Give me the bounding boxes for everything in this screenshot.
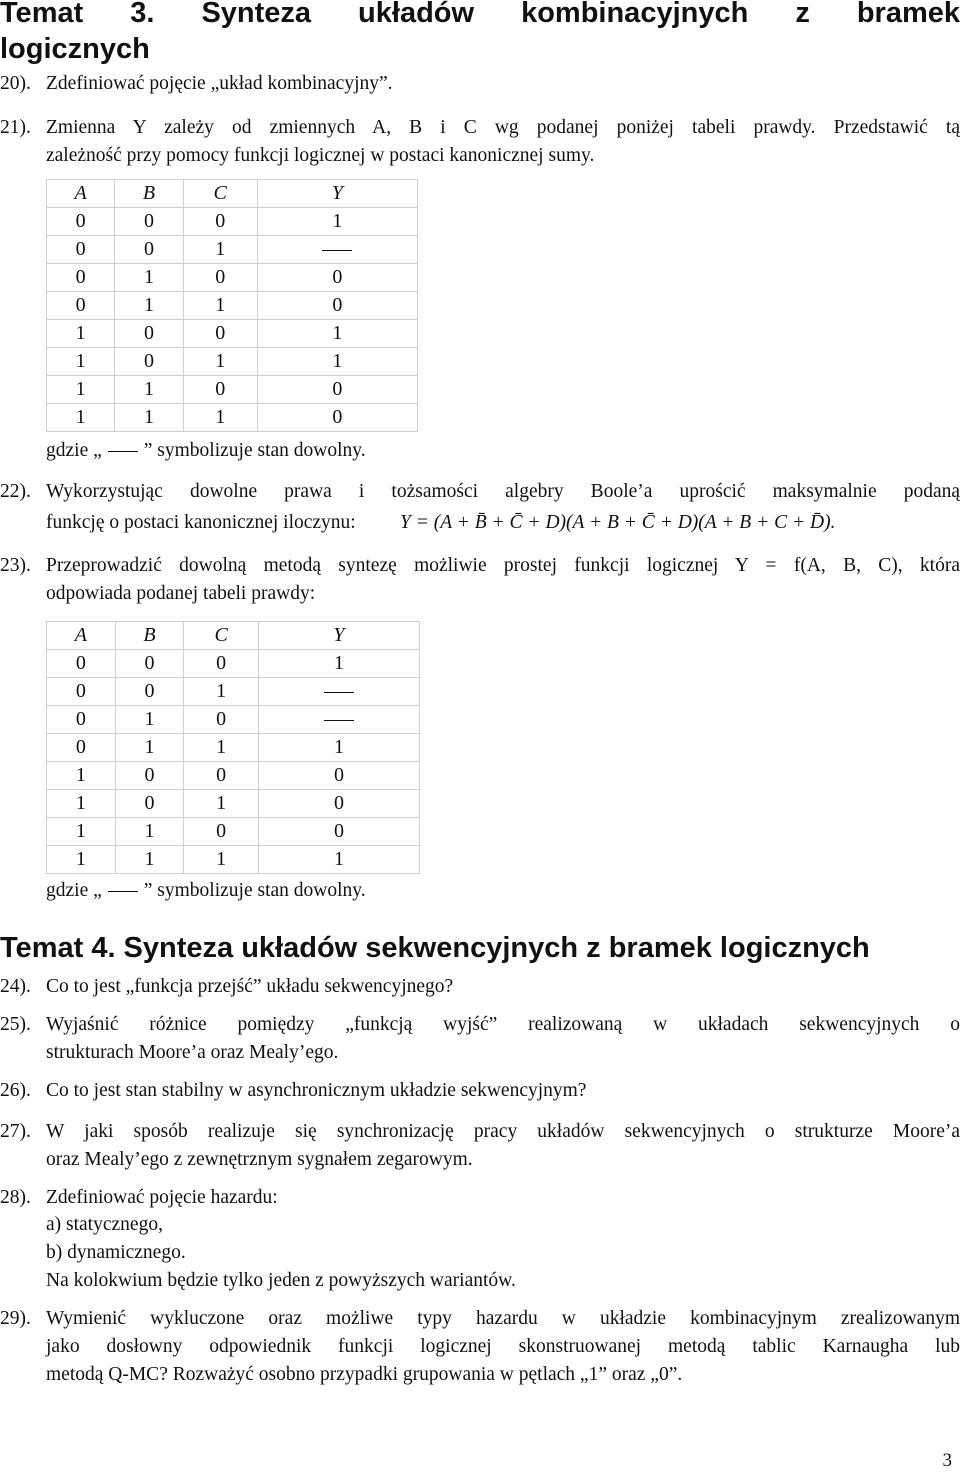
table-row [47, 348, 418, 376]
table-cell: 1 [184, 678, 259, 706]
table-row [47, 650, 420, 678]
table-cell: 1 [115, 734, 184, 762]
table-cell: 1 [115, 292, 183, 320]
table-cell: 0 [258, 818, 419, 846]
table-cell: 1 [257, 348, 417, 376]
table-cell: 0 [115, 236, 183, 264]
table-cell: 0 [184, 650, 259, 678]
question-text-line-1: Wykorzystując dowolne prawa i tożsamości algebry Boole’a uprościć maksymalnie podaną [46, 481, 960, 502]
table-cell: 1 [115, 376, 183, 404]
question-number: 25). [0, 1014, 31, 1035]
table-cell: 0 [257, 264, 417, 292]
dont-care-dash [324, 720, 354, 722]
question-text: Co to jest „funkcja przejść” układu sekwencyjnego? [46, 976, 454, 997]
header-cell: Y [257, 180, 417, 208]
legend-q23 [46, 880, 366, 902]
table-row [47, 208, 418, 236]
table-cell: 0 [257, 376, 417, 404]
question-number: 29). [0, 1308, 31, 1329]
table-cell: 1 [47, 818, 116, 846]
table-cell: 0 [183, 320, 257, 348]
table-cell: 1 [258, 650, 419, 678]
table-cell: 0 [184, 706, 259, 734]
table-cell: 0 [183, 208, 257, 236]
table-cell: 0 [115, 348, 183, 376]
question-number: 27). [0, 1121, 31, 1142]
question-number: 24). [0, 976, 31, 997]
header-cell: A [47, 180, 115, 208]
section-3-title: Temat 3. Synteza układów kombinacyjnych z bramek [0, 0, 960, 29]
table-cell: 1 [183, 348, 257, 376]
question-number: 22). [0, 481, 31, 502]
table-cell: 1 [183, 236, 257, 264]
list-item: a) statycznego, [46, 1214, 163, 1235]
table-cell: 1 [257, 320, 417, 348]
section-3-title-continued: logicznych [0, 33, 150, 65]
note-text: Na kolokwium będzie tylko jeden z powyższych wariantów. [46, 1270, 516, 1291]
question-text-line-2: funkcję o postaci kanonicznej iloczynu: [46, 512, 356, 533]
table-cell: 1 [115, 706, 184, 734]
header-cell: B [115, 622, 184, 650]
legend-text-after: ” symbolizuje stan dowolny. [143, 880, 366, 901]
page-number: 3 [942, 1450, 952, 1471]
question-text: Zdefiniować pojęcie hazardu: [46, 1187, 278, 1208]
table-cell: 0 [258, 762, 419, 790]
legend-text-before: gdzie „ [46, 880, 102, 901]
table-cell: 0 [47, 650, 116, 678]
table-cell: 0 [183, 376, 257, 404]
legend-text-after: ” symbolizuje stan dowolny. [143, 440, 366, 461]
table-cell: 0 [115, 320, 183, 348]
question-text-line-2: odpowiada podanej tabeli prawdy: [46, 583, 316, 604]
table-cell: 1 [47, 762, 116, 790]
question-number: 26). [0, 1080, 31, 1101]
dont-care-dash [324, 692, 354, 694]
section-4-title: Temat 4. Synteza układów sekwencyjnych z bramek logicznych [0, 932, 870, 964]
table-row [47, 292, 418, 320]
table-cell [258, 678, 419, 706]
table-row [47, 320, 418, 348]
table-cell: 1 [47, 320, 115, 348]
truth-table-q21 [46, 179, 418, 432]
table-cell: 1 [183, 404, 257, 432]
table-cell: 1 [258, 734, 419, 762]
legend-q21 [46, 440, 366, 462]
header-cell: A [47, 622, 116, 650]
table-cell: 0 [115, 678, 184, 706]
question-text-line-2: oraz Mealy’ego z zewnętrznym sygnałem zegarowym. [46, 1149, 473, 1170]
question-text-line-2: zależność przy pomocy funkcji logicznej w postaci kanonicznej sumy. [46, 145, 595, 166]
question-text-line-1: Przeprowadzić dowolną metodą syntezę możliwie prostej funkcji logicznej Y = f(A, B, C), która [46, 555, 960, 576]
table-cell: 1 [184, 790, 259, 818]
legend-text-before: gdzie „ [46, 440, 102, 461]
table-row [47, 678, 420, 706]
table-cell: 1 [47, 376, 115, 404]
question-text-line-3: metodą Q-MC? Rozważyć osobno przypadki grupowania w pętlach „1” oraz „0”. [46, 1364, 683, 1385]
table-header-row [47, 180, 418, 208]
header-cell: C [183, 180, 257, 208]
table-row [47, 734, 420, 762]
table-cell: 0 [184, 762, 259, 790]
table-cell: 1 [258, 846, 419, 874]
table-header-row [47, 622, 420, 650]
header-cell: Y [258, 622, 419, 650]
table-cell: 0 [115, 790, 184, 818]
table-cell: 0 [257, 404, 417, 432]
table-cell: 0 [183, 264, 257, 292]
question-text-line-1: Wymienić wykluczone oraz możliwe typy hazardu w układzie kombinacyjnym zrealizowanym [46, 1308, 960, 1329]
table-cell: 1 [115, 818, 184, 846]
dont-care-dash [108, 451, 138, 453]
question-text-line-1: W jaki sposób realizuje się synchronizację pracy układów sekwencyjnych o strukturze Moore’a [46, 1121, 960, 1142]
table-cell: 1 [115, 846, 184, 874]
table-row [47, 236, 418, 264]
header-cell: C [184, 622, 259, 650]
table-cell: 1 [257, 208, 417, 236]
product-formula: Y = (A + B̄ + C̄ + D)(A + B + C̄ + D)(A + B + C + D̄). [400, 512, 836, 533]
question-text: Zdefiniować pojęcie „układ kombinacyjny”. [46, 73, 393, 94]
dont-care-dash [108, 891, 138, 893]
list-item: b) dynamicznego. [46, 1242, 186, 1263]
table-row [47, 376, 418, 404]
table-cell: 0 [257, 292, 417, 320]
question-text-line-2: strukturach Moore’a oraz Mealy’ego. [46, 1042, 339, 1063]
table-cell: 0 [47, 292, 115, 320]
question-number: 23). [0, 555, 31, 576]
table-cell: 1 [183, 292, 257, 320]
table-row [47, 846, 420, 874]
table-cell: 1 [47, 348, 115, 376]
table-cell: 0 [184, 818, 259, 846]
table-cell: 1 [184, 734, 259, 762]
table-row [47, 706, 420, 734]
table-cell: 1 [47, 404, 115, 432]
header-cell: B [115, 180, 183, 208]
table-cell [258, 706, 419, 734]
dont-care-dash [322, 250, 352, 252]
table-cell: 1 [184, 846, 259, 874]
table-cell: 0 [47, 208, 115, 236]
table-row [47, 790, 420, 818]
table-cell: 1 [47, 790, 116, 818]
table-cell: 1 [115, 264, 183, 292]
question-number: 28). [0, 1187, 31, 1208]
question-text-line-2: jako dosłowny odpowiednik funkcji logicznej skonstruowanej metodą tablic Karnaugha lub [46, 1336, 960, 1357]
question-text: Co to jest stan stabilny w asynchronicznym układzie sekwencyjnym? [46, 1080, 587, 1101]
table-cell: 0 [115, 762, 184, 790]
table-cell: 0 [115, 208, 183, 236]
table-row [47, 818, 420, 846]
table-cell: 0 [258, 790, 419, 818]
table-cell: 0 [47, 706, 116, 734]
question-number: 21). [0, 117, 31, 138]
table-cell [257, 236, 417, 264]
table-cell: 0 [47, 734, 116, 762]
question-text-line-1: Wyjaśnić różnice pomiędzy „funkcją wyjść” realizowaną w układach sekwencyjnych o [46, 1014, 960, 1035]
table-cell: 0 [115, 650, 184, 678]
table-cell: 1 [115, 404, 183, 432]
table-row [47, 404, 418, 432]
table-row [47, 264, 418, 292]
table-row [47, 762, 420, 790]
truth-table-q23 [46, 621, 420, 874]
table-cell: 0 [47, 264, 115, 292]
table-cell: 0 [47, 236, 115, 264]
question-text-line-1: Zmienna Y zależy od zmiennych A, B i C wg podanej poniżej tabeli prawdy. Przedstawić tą [46, 117, 960, 138]
question-number: 20). [0, 73, 31, 94]
table-cell: 0 [47, 678, 116, 706]
table-cell: 1 [47, 846, 116, 874]
